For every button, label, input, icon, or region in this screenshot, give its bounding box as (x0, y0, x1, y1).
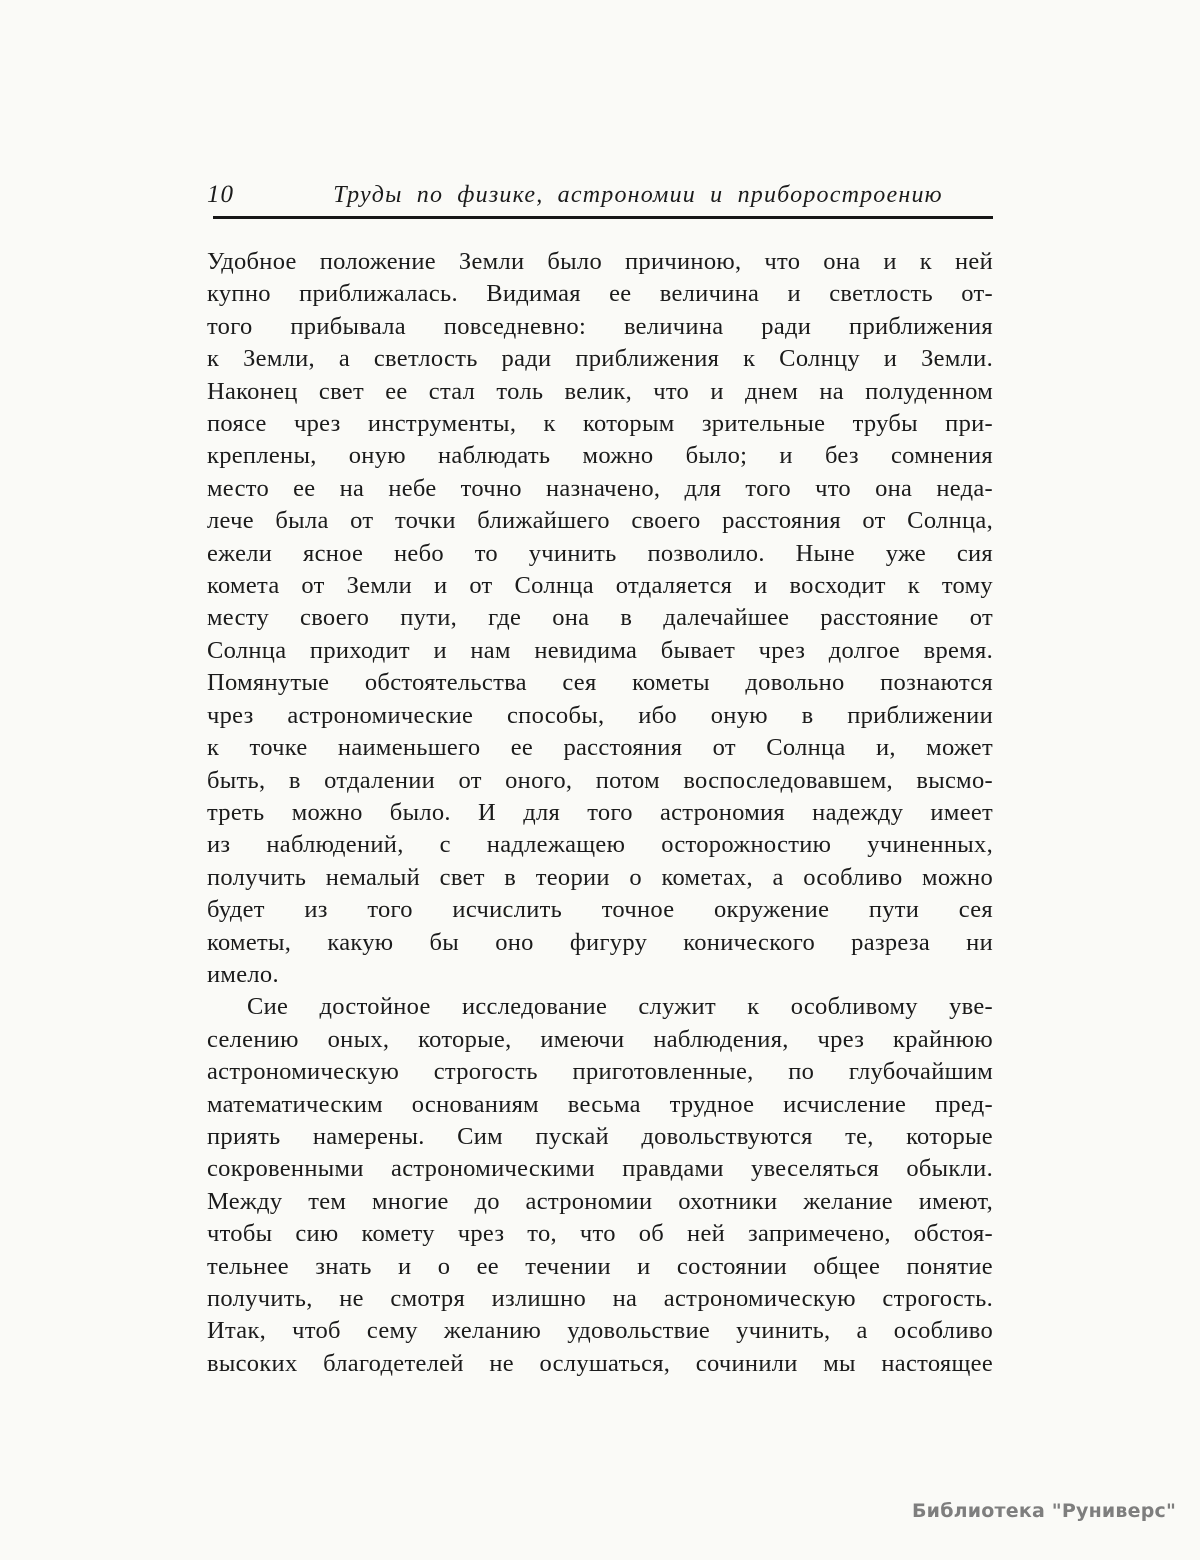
text-line: астрономическую строгость приготовленные, по глубочайшим (207, 1058, 993, 1086)
text-line: получить, не смотря излишно на астрономическую строгость. (207, 1285, 993, 1312)
text-line: ежели ясное небо то учинить позволило. Ныне уже сия (207, 539, 993, 567)
text-line: треть можно было. И для того астрономия надежду имеет (207, 798, 993, 826)
text-line: того прибывала повседневно: величина ради приближения (207, 312, 993, 340)
text-line: имело. (207, 960, 279, 988)
text-line: комета от Земли и от Солнца отдаляется и восходит к тому (207, 572, 993, 600)
paragraph (207, 991, 993, 1380)
paragraph (207, 246, 993, 991)
text-line: чтобы сию комету чрез то, что об ней запримечено, обстоя- (207, 1220, 993, 1248)
text-line: высоких благодетелей не ослушаться, сочинили мы настоящее (207, 1349, 993, 1377)
text-line: из наблюдений, с надлежащею осторожностию учиненных, (207, 831, 993, 859)
text-line: Солнца приходит и нам невидима бывает чрез долгое время. (207, 636, 993, 664)
header-rule (213, 216, 993, 219)
text-line: креплены, оную наблюдать можно было; и без сомнения (207, 442, 993, 470)
text-line: месту своего пути, где она в далечайшее расстояние от (207, 604, 993, 632)
running-title: Труды по физике, астрономии и приборостроению (333, 182, 943, 208)
text-line: математическим основаниям весьма трудное исчисление пред- (207, 1090, 993, 1118)
text-line: к Земли, а светлость ради приближения к Солнцу и Земли. (207, 345, 993, 373)
text-line: купно приближалась. Видимая ее величина и светлость от- (207, 280, 993, 308)
text-line: сокровенными астрономическими правдами увеселяться обыкли. (207, 1155, 993, 1183)
text-line: чрез астрономические способы, ибо оную в приближении (207, 701, 993, 729)
text-line: Наконец свет ее стал толь велик, что и днем на полуденном (207, 377, 993, 405)
text-line: будет из того исчислить точное окружение пути сея (207, 896, 993, 924)
page-number: 10 (207, 181, 234, 208)
text-line: селению оных, которые, имеючи наблюдения, чрез крайнюю (207, 1025, 993, 1053)
page-header (207, 181, 993, 209)
text-line: получить немалый свет в теории о кометах, а особливо можно (207, 863, 993, 891)
page-body (207, 246, 993, 1380)
text-line: быть, в отдалении от оного, потом воспоследовавшем, высмо- (207, 766, 993, 794)
text-line: Помянутые обстоятельства сея кометы довольно познаются (207, 669, 993, 697)
text-line: кометы, какую бы оно фигуру конического разреза ни (207, 928, 993, 956)
text-line: Итак, чтоб сему желанию удовольствие учинить, а особливо (207, 1317, 993, 1345)
text-line: Удобное положение Земли было причиною, что она и к ней (207, 248, 993, 275)
text-line: лече была от точки ближайшего своего расстояния от Солнца, (207, 507, 993, 535)
library-watermark: Библиотека "Руниверс" (912, 1500, 1177, 1522)
text-line: место ее на небе точно назначено, для того что она неда- (207, 474, 993, 502)
text-line: Между тем многие до астрономии охотники желание имеют, (207, 1187, 993, 1215)
text-line: тельнее знать и о ее течении и состоянии общее понятие (207, 1252, 993, 1280)
text-line: Сие достойное исследование служит к особливому уве- (247, 993, 993, 1021)
text-line: поясе чрез инструменты, к которым зрительные трубы при- (207, 410, 993, 438)
text-line: к точке наименьшего ее расстояния от Солнца и, может (207, 734, 993, 762)
text-line: приять намерены. Сим пускай довольствуются те, которые (207, 1122, 993, 1150)
